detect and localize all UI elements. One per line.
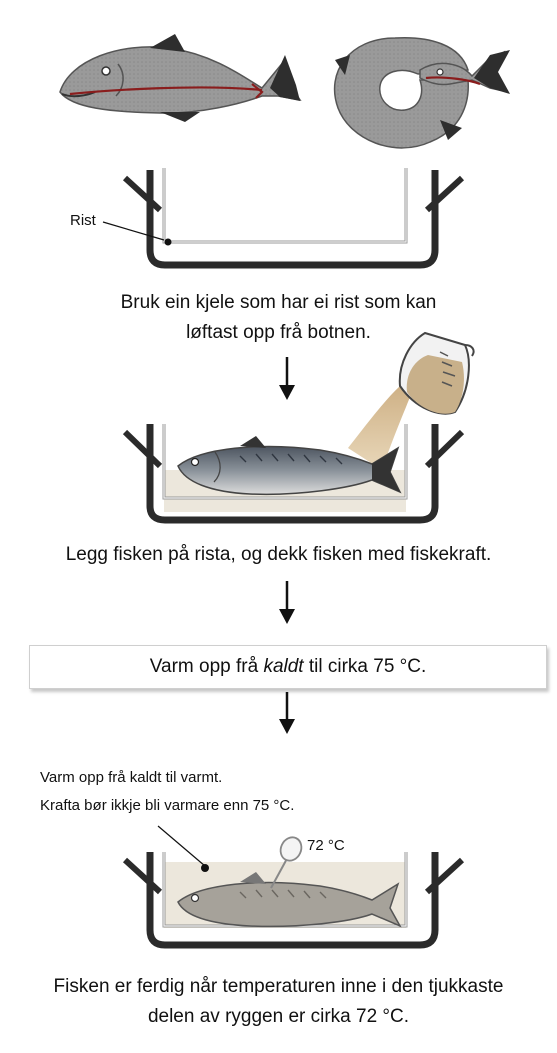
measuring-cup-icon bbox=[348, 333, 474, 470]
arrow-down-3-icon bbox=[279, 692, 295, 734]
temperature-label: 72 °C bbox=[307, 837, 345, 854]
step1-caption bbox=[0, 288, 557, 348]
step3-text-before: Varm opp frå bbox=[149, 656, 264, 677]
arrow-down-2-icon bbox=[279, 581, 295, 624]
arrow-down-1-icon bbox=[279, 357, 295, 400]
note-line1: Varm opp frå kaldt til varmt. bbox=[40, 769, 223, 786]
step3-emphasis: kaldt bbox=[263, 656, 304, 677]
rack-label: Rist bbox=[70, 212, 96, 229]
final-line1: Fisken er ferdig når temperaturen inne i den tjukkaste bbox=[53, 976, 504, 997]
step3-text-after: til cirka 75 °C. bbox=[303, 656, 427, 677]
step1-line1: Bruk ein kjele som har ei rist som kan bbox=[120, 292, 437, 313]
note-line2: Krafta bør ikkje bli varmare enn 75 °C. bbox=[40, 797, 295, 814]
step3-box bbox=[29, 645, 547, 689]
fish-tied-curled-icon bbox=[335, 38, 510, 148]
step1-line2: løftast opp frå botnen. bbox=[186, 322, 371, 343]
pot-with-rack-1 bbox=[103, 168, 462, 265]
final-caption bbox=[0, 972, 557, 1032]
pot-with-rack-2 bbox=[125, 424, 462, 520]
step2-caption: Legg fisken på rista, og dekk fisken med fiskekraft. bbox=[65, 544, 492, 565]
fish-tied-straight-icon bbox=[60, 34, 300, 122]
final-line2: delen av ryggen er cirka 72 °C. bbox=[147, 1006, 410, 1027]
